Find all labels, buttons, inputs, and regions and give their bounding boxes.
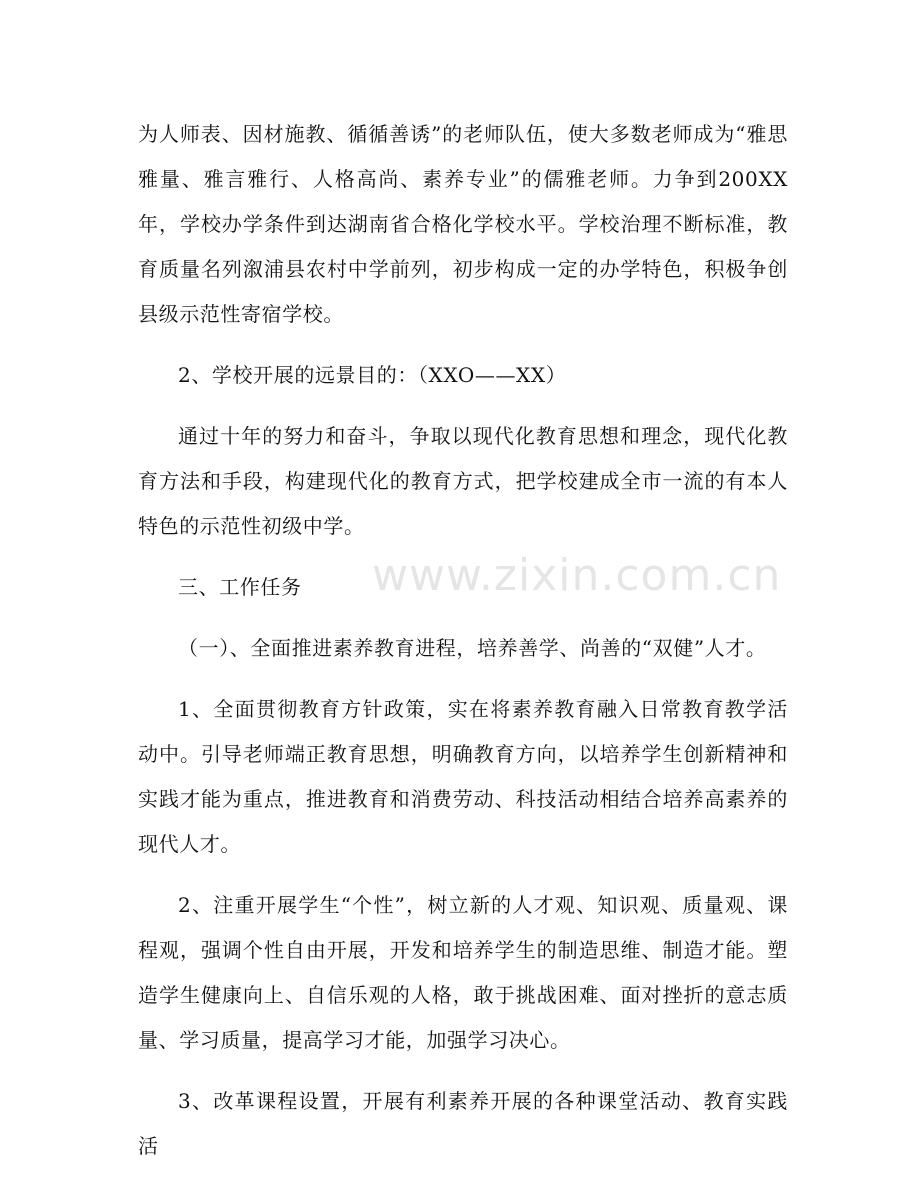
paragraph-3: 通过十年的努力和奋斗，争取以现代化教育思想和理念，现代化教育方法和手段，构建现代化的教育方式，把学校建成全市一流的有本人特色的示范性初级中学。 <box>138 424 788 538</box>
paragraph-item-3: 3、改革课程设置，开展有利素养开展的各种课堂活动、教育实践活 <box>138 1089 788 1158</box>
subsection-heading-1: （一）、全面推进素养教育进程，培养善学、尚善的“双健”人才。 <box>178 636 767 660</box>
section-heading-tasks: 三、工作任务 <box>178 575 302 599</box>
document-body <box>138 112 788 1185</box>
watermark-text: www.zixin.com.cn <box>372 550 782 601</box>
paragraph-2: 2、学校开展的远景目的：（XXO——XX） <box>178 363 567 387</box>
paragraph-1: 为人师表、因材施教、循循善诱”的老师队伍，使大多数老师成为“雅思雅量、雅言雅行、人格高尚、素养专业”的儒雅老师。力争到200XX年，学校办学条件到达湖南省合格化学校水平。学校治理不断标准，教育质量名列溆浦县农村中学前列，初步构成一定的办学特色，积极争创县级示范性寄宿学校。 <box>138 122 788 326</box>
paragraph-item-2: 2、注重开展学生“个性”，树立新的人才观、知识观、质量观、课程观，强调个性自由开展，开发和培养学生的制造思维、制造才能。塑造学生健康向上、自信乐观的人格，敢于挑战困难、面对挫折的意志质量、学习质量，提高学习才能，加强学习决心。 <box>138 893 788 1052</box>
paragraph-item-1: 1、全面贯彻教育方针政策，实在将素养教育融入日常教育教学活动中。引导老师端正教育思想，明确教育方向，以培养学生创新精神和实践才能为重点，推进教育和消费劳动、科技活动相结合培养高素养的现代人才。 <box>138 697 788 856</box>
